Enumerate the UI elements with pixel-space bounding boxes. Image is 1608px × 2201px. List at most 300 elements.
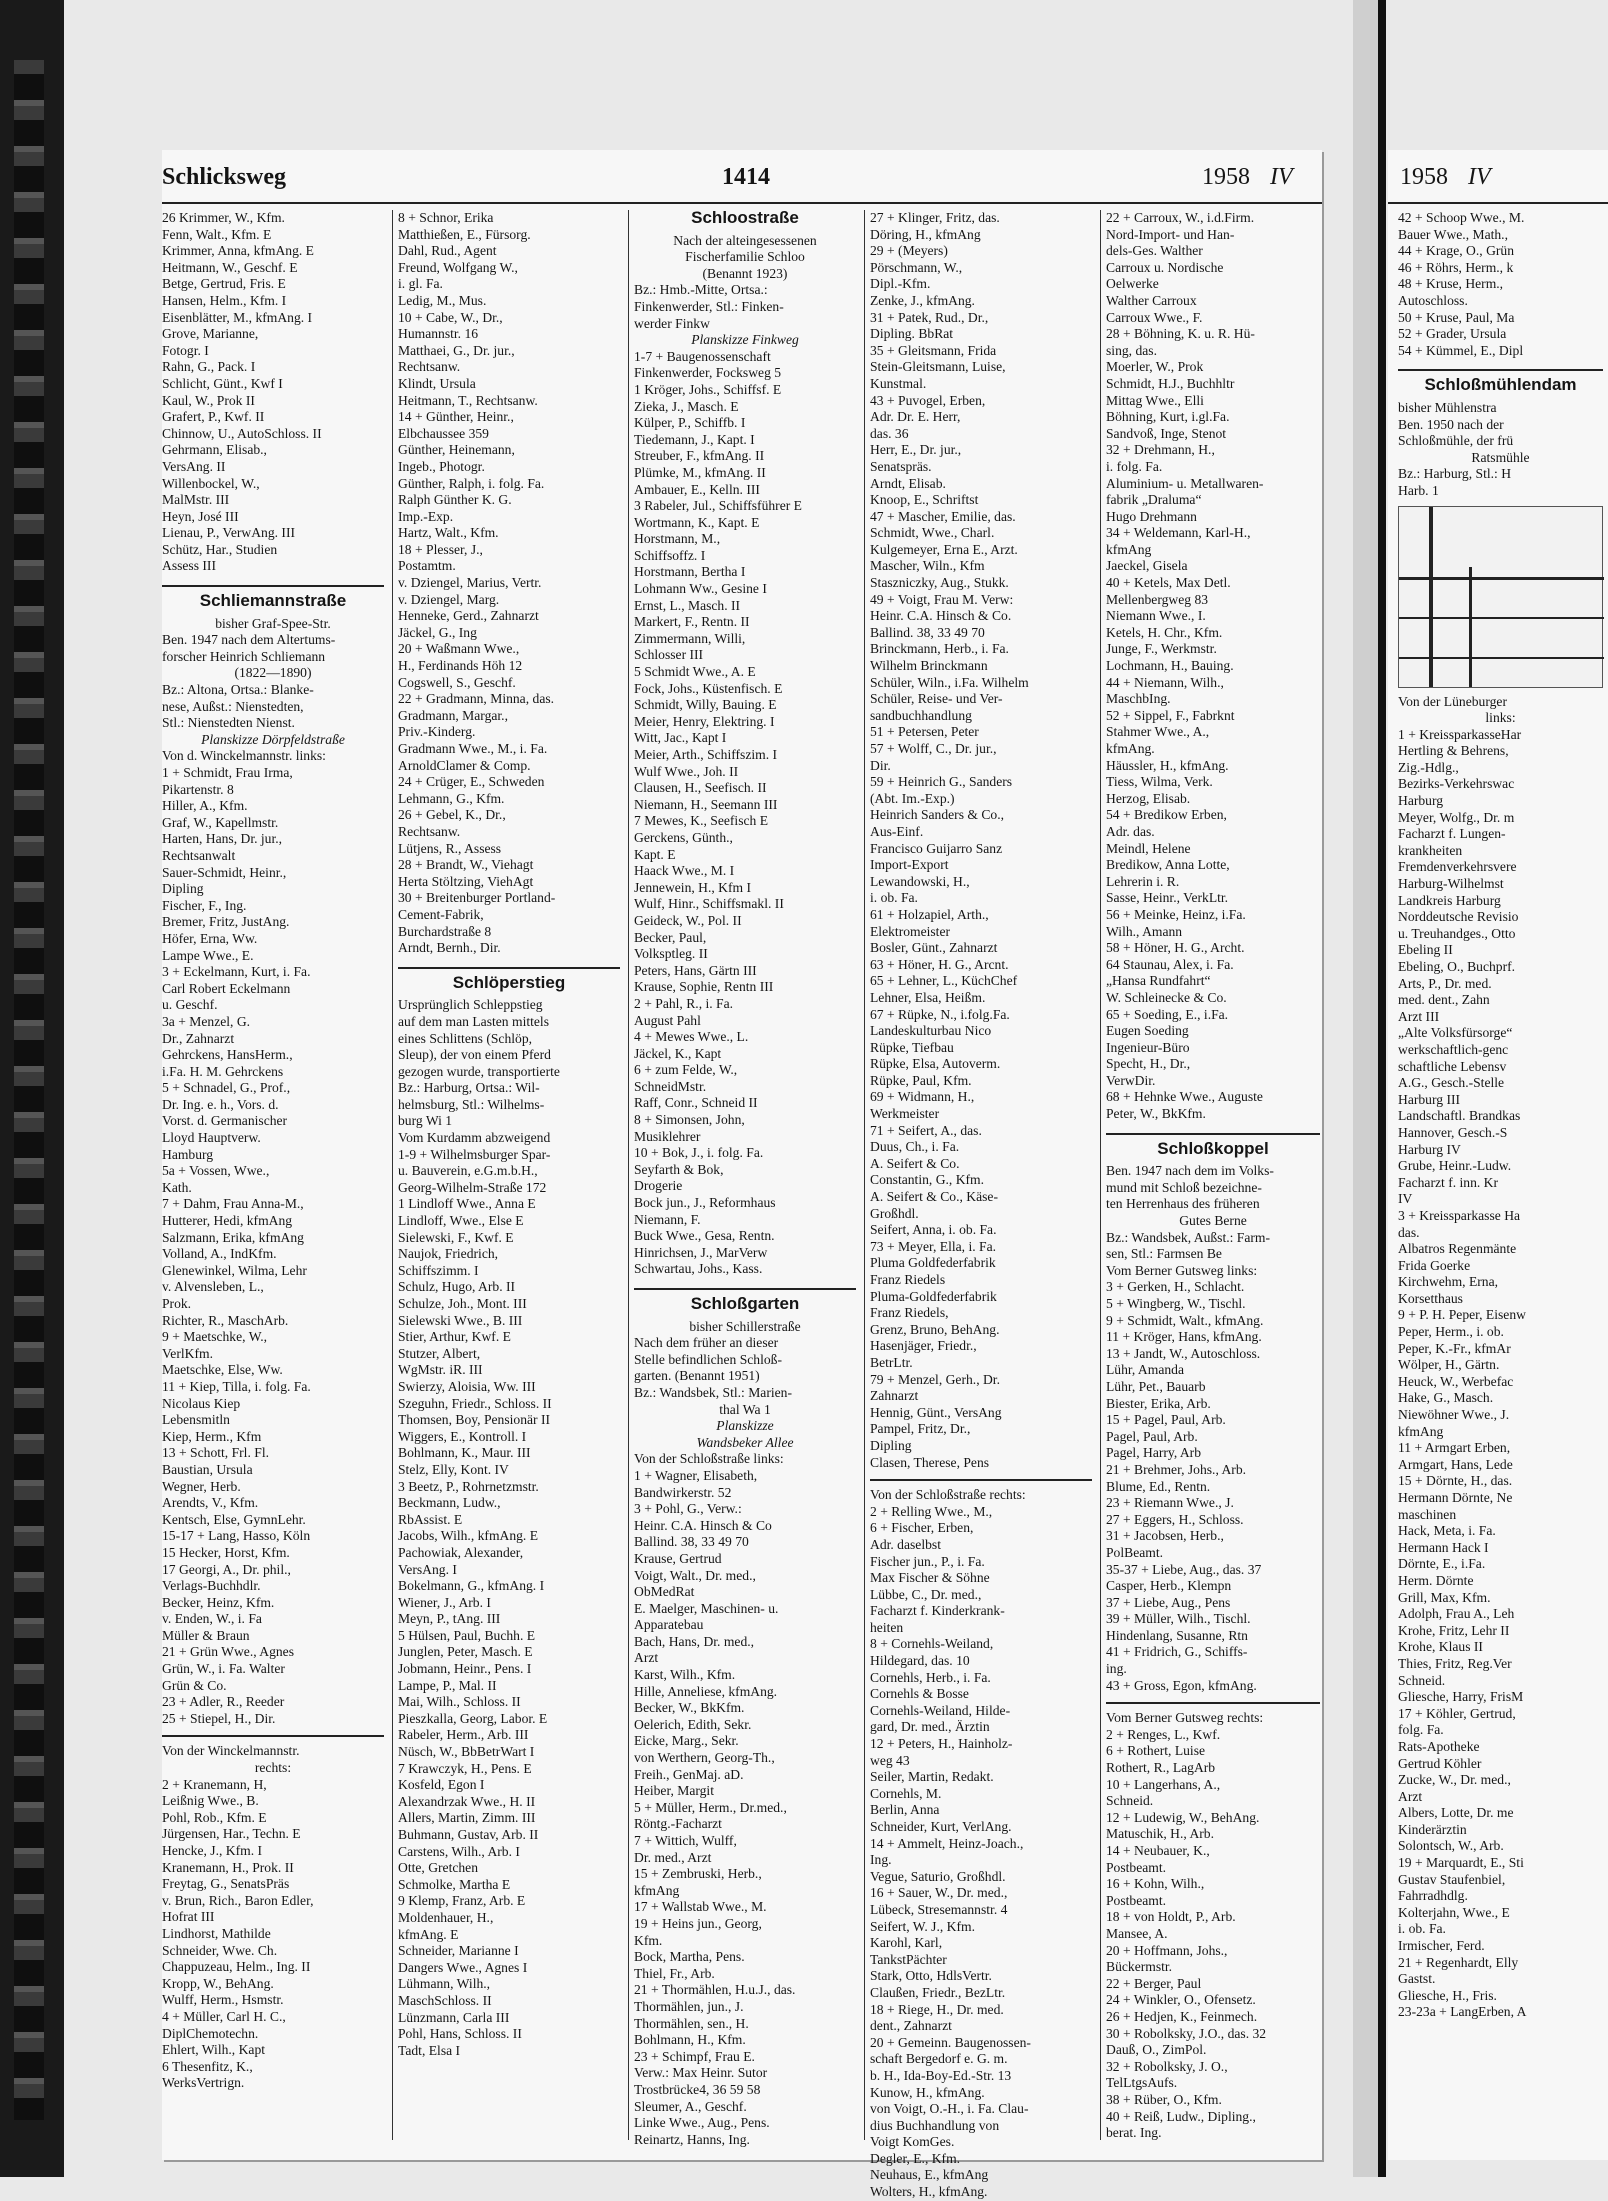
directory-entry: 68 + Hehnke Wwe., Auguste	[1106, 1089, 1263, 1105]
directory-entry: Jacobs, Wilh., kfmAng. E	[398, 1528, 539, 1544]
directory-entry: Niemann, H., Seemann III	[634, 796, 778, 812]
directory-entry: Horstmann, M.,	[634, 531, 721, 547]
directory-entry: rechts:	[254, 1760, 292, 1776]
directory-entry: Stier, Arthur, Kwf. E	[398, 1329, 511, 1345]
directory-entry: Seifert, Anna, i. ob. Fa.	[870, 1222, 997, 1238]
directory-entry: u. Geschf.	[162, 997, 218, 1013]
directory-entry: 3a + Menzel, G.	[162, 1013, 251, 1029]
directory-entry: Dr., Zahnarzt	[162, 1030, 235, 1046]
directory-entry: Graf, W., Kapellmstr.	[162, 814, 279, 830]
directory-entry: 15 + Zembruski, Herb.,	[634, 1866, 762, 1882]
directory-entry: Lloyd Hauptverw.	[162, 1130, 261, 1146]
directory-entry: i. ob. Fa.	[870, 890, 918, 906]
directory-entry: Raff, Conr., Schneid II	[634, 1095, 758, 1111]
directory-entry: Zimmermann, Willi,	[634, 630, 746, 646]
directory-entry: folg. Fa.	[1398, 1722, 1444, 1738]
directory-entry: Prok.	[162, 1296, 192, 1311]
directory-entry: Zahnarzt	[870, 1388, 919, 1404]
directory-entry: Pörschmann, W.,	[870, 259, 963, 275]
directory-entry: Schmidt, H.J., Buchhltr	[1106, 375, 1235, 391]
directory-entry: Von der Schloßstraße rechts:	[870, 1487, 1026, 1503]
directory-entry: Wulf Wwe., Joh. II	[634, 763, 739, 779]
directory-entry: Gliesche, H., Fris.	[1398, 1987, 1497, 2003]
directory-entry: Blume, Ed., Rentn.	[1106, 1478, 1211, 1494]
directory-entry: i. folg. Fa.	[1106, 458, 1163, 474]
directory-entry: 17 + Wallstab Wwe., M.	[634, 1899, 767, 1915]
directory-entry: 26 + Hedjen, K., Feinmech.	[1106, 2008, 1258, 2024]
directory-entry: 9 + Maetschke, W.,	[162, 1329, 268, 1345]
directory-entry: Thies, Fritz, Reg.Ver	[1398, 1655, 1512, 1671]
directory-entry: Wulf, Hinr., Schiffsmakl. II	[634, 896, 784, 912]
street-header: Schlicksweg	[162, 164, 287, 190]
directory-entry: 79 + Menzel, Gerh., Dr.	[870, 1371, 1000, 1387]
directory-entry: WgMstr. iR. III	[398, 1362, 483, 1378]
directory-entry: Alexandrzak Wwe., H. II	[398, 1793, 536, 1809]
directory-entry: 3 + Gerken, H., Schlacht.	[1106, 1279, 1245, 1295]
directory-entry: Voigt, Walt., Dr. med.,	[634, 1567, 756, 1583]
directory-entry: Freund, Wolfgang W.,	[398, 259, 518, 275]
directory-entry: Thormählen, jun., J.	[634, 1998, 744, 2014]
gutter-shadow	[1378, 0, 1386, 2177]
directory-entry: 1 + Schmidt, Frau Irma,	[162, 765, 293, 780]
directory-entry: links:	[1485, 710, 1516, 726]
directory-entry: Albatros Regenmänte	[1398, 1241, 1517, 1257]
directory-entry: Senatspräs.	[870, 458, 932, 474]
directory-entry: 46 + Röhrs, Herm., k	[1398, 259, 1514, 275]
directory-entry: Wortmann, K., Kapt. E	[634, 514, 760, 530]
directory-entry: Dr. Ing. e. h., Vors. d.	[162, 1096, 279, 1112]
directory-entry: Jürgensen, Har., Techn. E	[162, 1826, 301, 1842]
directory-entry: Kranemann, H., Prok. II	[162, 1859, 294, 1875]
directory-entry: Pohl, Hans, Schloss. II	[398, 2026, 522, 2042]
directory-entry: Bock jun., J., Reformhaus	[634, 1195, 776, 1211]
directory-entry: Lünzmann, Carla III	[398, 2009, 510, 2025]
directory-entry: MaschbIng.	[1106, 691, 1171, 707]
directory-entry: Frida Goerke	[1398, 1257, 1471, 1273]
directory-entry: 22 + Berger, Paul	[1106, 1975, 1202, 1991]
directory-entry: 16 + Kohn, Wilh.,	[1106, 1876, 1205, 1892]
directory-entry: VersAng. II	[162, 458, 226, 474]
directory-entry: Schmidt, Willy, Bauing. E	[634, 697, 777, 713]
directory-entry: Burchardstraße 8	[398, 923, 492, 939]
directory-entry: Seifert, W. J., Kfm.	[870, 1918, 975, 1934]
directory-entry: TankstPächter	[870, 1951, 947, 1967]
directory-entry: kfmAng. E	[398, 1926, 459, 1942]
directory-entry: 5 + Müller, Herm., Dr.med.,	[634, 1799, 787, 1815]
directory-entry: berat. Ing.	[1106, 2125, 1162, 2141]
directory-entry: Haack Wwe., M. I	[634, 863, 735, 879]
directory-entry: 59 + Heinrich G., Sanders	[870, 774, 1013, 790]
directory-entry: Pluma Goldfederfabrik	[870, 1255, 996, 1271]
directory-entry: 2 + Relling Wwe., M.,	[870, 1503, 993, 1519]
directory-entry: Aus-Einf.	[870, 823, 924, 839]
directory-entry: 47 + Mascher, Emilie, das.	[870, 508, 1016, 524]
directory-entry: maschinen	[1398, 1506, 1457, 1522]
directory-entry: Dipl.-Kfm.	[870, 276, 931, 292]
directory-entry: Fischer, F., Ing.	[162, 897, 247, 913]
directory-entry: Staszniczky, Aug., Stukk.	[870, 575, 1009, 591]
directory-entry: A. Seifert & Co.	[870, 1155, 960, 1171]
directory-entry: Rechtsanw.	[398, 823, 461, 839]
directory-entry: Ehlert, Wilh., Kapt	[162, 2042, 266, 2058]
directory-entry: 40 + Ketels, Max Detl.	[1106, 575, 1231, 591]
directory-entry: 26 Krimmer, W., Kfm.	[162, 210, 285, 225]
directory-entry: 18 + Riege, H., Dr. med.	[870, 2001, 1004, 2017]
directory-entry: i. ob. Fa.	[1398, 1921, 1446, 1937]
directory-entry: Schneider, Marianne I	[398, 1943, 519, 1959]
directory-entry: 7 + Dahm, Frau Anna-M.,	[162, 1196, 304, 1212]
directory-entry: Moerler, W., Prok	[1106, 359, 1204, 375]
directory-entry: Grafert, P., Kwf. II	[162, 409, 265, 425]
directory-entry: Pluma-Goldfederfabrik	[870, 1288, 997, 1304]
directory-entry: Schneid.	[1106, 1793, 1154, 1809]
directory-entry: Kaul, W., Prok II	[162, 392, 255, 408]
directory-entry: Jennewein, H., Kfm I	[634, 879, 752, 895]
directory-entry: Gerckens, Günth.,	[634, 829, 733, 845]
directory-entry: Kolterjahn, Wwe., E	[1398, 1904, 1510, 1920]
directory-entry: Nicolaus Kiep	[162, 1395, 241, 1411]
directory-entry: heiten	[870, 1619, 904, 1635]
directory-entry: Hannover, Gesch.-S	[1398, 1124, 1508, 1140]
directory-entry: Francisco Guijarro Sanz	[870, 840, 1003, 856]
directory-entry: Vom Kurdamm abzweigend	[398, 1130, 551, 1146]
directory-entry: Kinderärztin	[1398, 1821, 1467, 1837]
directory-entry: 11 + Kröger, Hans, kfmAng.	[1106, 1329, 1262, 1345]
directory-entry: Harten, Hans, Dr. jur.,	[162, 831, 283, 847]
directory-entry: Baustian, Ursula	[162, 1461, 253, 1477]
directory-entry: Dangers Wwe., Agnes I	[398, 1959, 528, 1975]
directory-entry: Lehmann, G., Kfm.	[398, 790, 505, 806]
directory-entry: Bauer Wwe., Math.,	[1398, 226, 1508, 242]
directory-entry: Kropp, W., BehAng.	[162, 1975, 274, 1991]
directory-entry: Pieszkalla, Georg, Labor. E	[398, 1710, 548, 1726]
directory-entry: Ballind. 38, 33 49 70	[634, 1534, 749, 1550]
directory-entry: Zig.-Hdlg.,	[1398, 759, 1459, 775]
directory-entry: Knoop, E., Schriftst	[870, 492, 979, 508]
directory-entry: Hake, G., Masch.	[1398, 1390, 1494, 1406]
directory-entry: Linke Wwe., Aug., Pens.	[634, 2115, 770, 2131]
directory-entry: 3 Rabeler, Jul., Schiffsführer E	[634, 498, 802, 514]
directory-entry: 23 + Schimpf, Frau E.	[634, 2048, 755, 2064]
directory-entry: Geideck, W., Pol. II	[634, 912, 742, 928]
directory-entry: Henneke, Gerd., Zahnarzt	[398, 608, 539, 624]
directory-page-left	[162, 150, 1322, 2200]
directory-entry: 8 + Simonsen, John,	[634, 1112, 745, 1128]
directory-entry: Lühr, Pet., Bauarb	[1106, 1378, 1206, 1394]
directory-entry: Lehrerin i. R.	[1106, 873, 1180, 889]
street-heading: Schloßkoppel	[1106, 1133, 1320, 1158]
directory-entry: krankheiten	[1398, 842, 1463, 858]
directory-entry: Dir.	[870, 757, 891, 773]
directory-entry: 35 + Gleitsmann, Frida	[870, 342, 997, 358]
directory-entry: Schmolke, Martha E	[398, 1876, 511, 1892]
directory-entry: Cogswell, S., Geschf.	[398, 674, 516, 690]
directory-entry: 28 + Brandt, W., Viehagt	[398, 857, 534, 873]
section-rule	[162, 1735, 384, 1737]
directory-entry: 20 + Waßmann Wwe.,	[398, 641, 520, 657]
directory-entry: „Hansa Rundfahrt“	[1106, 973, 1211, 989]
directory-entry: Specht, H., Dr.,	[1106, 1056, 1191, 1072]
directory-entry: Fischerfamilie Schloo	[685, 249, 805, 265]
directory-entry: Musiklehrer	[634, 1128, 701, 1144]
directory-entry: Bredikow, Anna Lotte,	[1106, 857, 1230, 873]
directory-entry: 2 + Kranemann, H,	[162, 1776, 267, 1792]
directory-entry: 5 Schmidt Wwe., A. E	[634, 664, 756, 680]
directory-entry: v. Alvensleben, L.,	[162, 1279, 264, 1295]
directory-entry: 42 + Schoop Wwe., M.	[1398, 210, 1525, 225]
directory-entry: Krimmer, Anna, kfmAng. E	[162, 243, 314, 259]
directory-entry: Meindl, Helene	[1106, 840, 1191, 856]
directory-entry: ten Herrenhaus des früheren	[1106, 1196, 1260, 1212]
directory-entry: Harburg IV	[1398, 1141, 1461, 1157]
directory-entry: Schlosser III	[634, 647, 704, 663]
directory-entry: Schiffsoffz. I	[634, 547, 706, 563]
directory-entry: Wulff, Herm., Hsmstr.	[162, 1992, 284, 2008]
column-5	[1106, 210, 1320, 2160]
directory-entry: Import-Export	[870, 857, 949, 873]
directory-entry: Hennig, Günt., VersAng	[870, 1404, 1002, 1420]
directory-entry: Arzt	[1398, 1788, 1423, 1804]
directory-entry: 5a + Vossen, Wwe.,	[162, 1163, 270, 1179]
directory-entry: Ernst, L., Masch. II	[634, 597, 741, 613]
directory-entry: med. dent., Zahn	[1398, 992, 1490, 1008]
directory-entry: Von der Winckelmannstr.	[162, 1743, 300, 1759]
directory-entry: Gradmann Wwe., M., i. Fa.	[398, 741, 548, 756]
directory-entry: Planskizze	[716, 1418, 774, 1434]
directory-entry: Bosler, Günt., Zahnarzt	[870, 940, 998, 956]
directory-entry: i. gl. Fa.	[398, 276, 443, 292]
directory-entry: Peper, Herm., i. ob.	[1398, 1324, 1504, 1340]
directory-entry: 21 + Brehmer, Johs., Arb.	[1106, 1461, 1247, 1477]
directory-entry: 1 Lindloff Wwe., Anna E	[398, 1196, 536, 1212]
directory-entry: u. Bauverein, e.G.m.b.H.,	[398, 1163, 538, 1179]
directory-entry: Wilhelm Brinckmann	[870, 658, 988, 674]
directory-entry: Streuber, F., kfmAng. II	[634, 448, 765, 464]
directory-entry: Hermann Dörnte, Ne	[1398, 1490, 1513, 1505]
directory-entry: Franz Riedels	[870, 1272, 946, 1287]
directory-entry: auf dem man Lasten mittels	[398, 1013, 549, 1029]
map-road	[1399, 657, 1604, 659]
street-heading: Schliemannstraße	[162, 585, 384, 610]
directory-entry: Hildegard, das. 10	[870, 1653, 970, 1669]
directory-entry: Zieka, J., Masch. E	[634, 398, 739, 414]
directory-entry: Kosfeld, Egon I	[398, 1777, 485, 1793]
directory-entry: Junglen, Peter, Masch. E	[398, 1644, 533, 1660]
directory-entry: E. Maelger, Maschinen- u.	[634, 1600, 779, 1616]
directory-entry: Kunstmal.	[870, 375, 927, 391]
directory-entry: Armgart, Hans, Lede	[1398, 1456, 1513, 1472]
directory-entry: Meyn, P., tAng. III	[398, 1611, 501, 1627]
directory-entry: nese, Außst.: Nienstedten,	[162, 698, 304, 714]
directory-entry: 48 + Kruse, Herm.,	[1398, 276, 1504, 292]
directory-entry: W. Schleinecke & Co.	[1106, 989, 1227, 1005]
directory-entry: Lehner, Elsa, Heißm.	[870, 989, 986, 1005]
directory-entry: Ingeb., Photogr.	[398, 458, 485, 474]
directory-entry: Naujok, Friedrich,	[398, 1246, 499, 1262]
directory-entry: 23 + Adler, R., Reeder	[162, 1694, 285, 1710]
directory-entry: 54 + Kümmel, E., Dipl	[1398, 342, 1524, 358]
directory-entry: Bock, Martha, Pens.	[634, 1949, 745, 1965]
directory-entry: Bohlmann, H., Kfm.	[634, 2032, 746, 2048]
directory-entry: 32 + Drehmann, H.,	[1106, 442, 1215, 458]
directory-entry: 52 + Sippel, F., Fabrknt	[1106, 707, 1235, 723]
directory-entry: Korsetthaus	[1398, 1290, 1463, 1306]
directory-entry: 73 + Meyer, Ella, i. Fa.	[870, 1238, 997, 1254]
directory-entry: Albers, Lotte, Dr. me	[1398, 1805, 1514, 1821]
directory-entry: Pachowiak, Alexander,	[398, 1544, 524, 1560]
directory-entry: 54 + Bredikow Erben,	[1106, 807, 1227, 823]
directory-entry: Peter, W., BkKfm.	[1106, 1106, 1206, 1122]
directory-entry: Markert, F., Rentn. II	[634, 614, 750, 630]
directory-entry: Hasenjäger, Friedr.,	[870, 1338, 977, 1354]
directory-entry: Ing.	[870, 1852, 892, 1868]
directory-entry: Arzt III	[1398, 1008, 1440, 1024]
directory-entry: u. Treuhandges., Otto	[1398, 925, 1516, 941]
directory-entry: Pampel, Fritz, Dr.,	[870, 1421, 971, 1437]
directory-entry: 37 + Liebe, Aug., Pens	[1106, 1594, 1231, 1610]
directory-entry: Tiedemann, J., Kapt. I	[634, 431, 755, 447]
directory-entry: Jaeckel, Gisela	[1106, 558, 1188, 574]
year-label: 1958	[1202, 164, 1250, 190]
directory-entry: SchneidMstr.	[634, 1078, 707, 1094]
directory-entry: Betge, Gertrud, Fris. E	[162, 276, 286, 292]
directory-entry: sandbuchhandlung	[870, 707, 972, 723]
directory-entry: 7 Mewes, K., Seefisch E	[634, 813, 769, 829]
directory-entry: Facharzt f. Kinderkrank-	[870, 1603, 1005, 1619]
directory-entry: Hofrat III	[162, 1909, 215, 1925]
directory-entry: Hindenlang, Susanne, Rtn	[1106, 1627, 1248, 1643]
binding-print	[14, 60, 44, 2120]
directory-entry: Schneider, Wwe. Ch.	[162, 1942, 278, 1958]
directory-entry: Niewöhner Wwe., J.	[1398, 1407, 1510, 1423]
directory-entry: (Abt. Im.-Exp.)	[870, 790, 955, 806]
directory-entry: Böhning, Kurt, i.gl.Fa.	[1106, 409, 1230, 425]
directory-entry: Bach, Hans, Dr. med.,	[634, 1633, 755, 1649]
directory-entry: Günther, Heinemann,	[398, 442, 515, 458]
directory-entry: Duus, Ch., i. Fa.	[870, 1139, 960, 1155]
street-heading: Schloßgarten	[634, 1288, 856, 1313]
directory-entry: Dipling	[870, 1437, 912, 1453]
directory-entry: Pagel, Harry, Arb	[1106, 1445, 1202, 1461]
directory-entry: 3 + Eckelmann, Kurt, i. Fa.	[162, 964, 311, 980]
directory-entry: Zucke, W., Dr. med.,	[1398, 1772, 1511, 1788]
directory-entry: Fock, Johs., Küstenfisch. E	[634, 680, 783, 696]
directory-entry: v. Brun, Rich., Baron Edler,	[162, 1892, 314, 1908]
directory-entry: Glenewinkel, Wilma, Lehr	[162, 1262, 307, 1278]
directory-entry: Nach der alteingesessenen	[673, 232, 817, 248]
directory-entry: Rahn, G., Pack. I	[162, 359, 256, 375]
directory-entry: Eisenblätter, M., kfmAng. I	[162, 309, 313, 325]
directory-entry: 22 + Gradmann, Minna, das.	[398, 691, 555, 707]
directory-entry: Bohlmann, K., Maur. III	[398, 1445, 531, 1461]
directory-entry: Grube, Heinr.-Ludw.	[1398, 1158, 1512, 1174]
directory-entry: Arndt, Elisab.	[870, 475, 946, 491]
directory-entry: b. H., Ida-Boy-Ed.-Str. 13	[870, 2067, 1012, 2083]
directory-entry: Kath.	[162, 1179, 192, 1195]
directory-entry: TelLtgsAufs.	[1106, 2075, 1178, 2091]
directory-entry: 50 + Kruse, Paul, Ma	[1398, 309, 1515, 325]
directory-entry: Neuhaus, E., kfmAng	[870, 2167, 989, 2183]
directory-entry: Lühmann, Wilh.,	[398, 1976, 491, 1992]
directory-entry: Matuschik, H., Arb.	[1106, 1826, 1214, 1842]
directory-entry: MalMstr. III	[162, 492, 230, 508]
directory-entry: Hansen, Helm., Kfm. I	[162, 292, 287, 308]
directory-entry: Carroux Wwe., F.	[1106, 309, 1203, 325]
directory-entry: 25 + Stiepel, H., Dir.	[162, 1710, 276, 1726]
directory-entry: 5 + Schnadel, G., Prof.,	[162, 1080, 291, 1096]
header-rule-right	[1388, 202, 1608, 204]
directory-entry: Finkenwerder, Focksweg 5	[634, 365, 782, 381]
directory-entry: „Alte Volksfürsorge“	[1398, 1025, 1513, 1041]
directory-entry: Hille, Anneliese, kfmAng.	[634, 1683, 778, 1699]
directory-entry: Verw.: Max Heinr. Sutor	[634, 2065, 768, 2081]
directory-entry: werder Finkw	[634, 315, 710, 331]
directory-entry: Werkmeister	[870, 1106, 940, 1122]
directory-entry: Drogerie	[634, 1178, 683, 1194]
directory-entry: schaftliche Lebensv	[1398, 1058, 1507, 1074]
directory-entry: Harburg III	[1398, 1091, 1461, 1107]
directory-entry: Lübbe, C., Dr. med.,	[870, 1586, 982, 1602]
directory-entry: Karohl, Karl,	[870, 1935, 943, 1951]
header-rule	[162, 202, 1322, 204]
directory-entry: kfmAng.	[1106, 741, 1155, 756]
directory-entry: Heyn, José III	[162, 508, 239, 524]
directory-entry: Nach dem früher an dieser	[634, 1335, 779, 1351]
page-number: 1414	[722, 164, 770, 190]
directory-entry: Cement-Fabrik,	[398, 906, 484, 922]
directory-entry: Klindt, Ursula	[398, 375, 476, 391]
directory-entry: 2 + Pahl, R., i. Fa.	[634, 995, 734, 1011]
directory-entry: Großhdl.	[870, 1205, 919, 1221]
directory-entry: forscher Heinrich Schliemann	[162, 648, 326, 664]
directory-entry: Kiep, Herm., Kfm	[162, 1428, 262, 1444]
directory-entry: 19 + Marquardt, E., Sti	[1398, 1855, 1524, 1871]
directory-entry: Finkenwerder, Stl.: Finken-	[634, 298, 784, 314]
directory-entry: Mascher, Wiln., Kfm	[870, 558, 985, 574]
column-2	[398, 210, 620, 2160]
directory-entry: Degler, E., Kfm.	[870, 2150, 961, 2166]
directory-entry: Schwartau, Johs., Kass.	[634, 1261, 763, 1277]
directory-entry: thal Wa 1	[719, 1401, 771, 1417]
column-6	[1398, 210, 1603, 2160]
directory-entry: Vom Berner Gutsweg links:	[1106, 1262, 1258, 1278]
directory-entry: Bz.: Wandsbek, Stl.: Marien-	[634, 1384, 792, 1400]
directory-entry: Elektromeister	[870, 923, 951, 939]
directory-entry: 3 Beetz, P., Rohrnetzmstr.	[398, 1478, 539, 1494]
directory-entry: Stelz, Elly, Kont. IV	[398, 1461, 509, 1477]
directory-entry: 15 + Pagel, Paul, Arb.	[1106, 1412, 1226, 1428]
directory-entry: 7 + Wittich, Wulff,	[634, 1833, 737, 1848]
directory-entry: 12 + Peters, H., Hainholz-	[870, 1736, 1013, 1752]
directory-entry: Gutes Berne	[1179, 1213, 1247, 1229]
directory-entry: Freih., GenMaj. aD.	[634, 1766, 744, 1782]
directory-entry: Matthießen, E., Fürsorg.	[398, 226, 531, 242]
directory-entry: 10 + Bok, J., i. folg. Fa.	[634, 1145, 764, 1161]
directory-entry: DiplChemotechn.	[162, 2025, 259, 2041]
directory-entry: (Benannt 1923)	[702, 265, 788, 281]
directory-entry: Moldenhauer, H.,	[398, 1909, 494, 1925]
directory-entry: Mellenbergweg 83	[1106, 591, 1209, 607]
directory-entry: Matthaei, G., Dr. jur.,	[398, 342, 515, 358]
directory-entry: Schmidt, Wwe., Charl.	[870, 525, 995, 541]
directory-entry: Rechtsanwalt	[162, 847, 236, 863]
directory-entry: Imp.-Exp.	[398, 508, 454, 524]
directory-entry: Niemann, F.	[634, 1211, 701, 1227]
directory-entry: Ben. 1947 nach dem Altertums-	[162, 632, 336, 648]
directory-entry: 57 + Wolff, C., Dr. jur.,	[870, 741, 997, 756]
directory-entry: Seyfarth & Bok,	[634, 1161, 724, 1177]
directory-entry: Sielewski, F., Kwf. E	[398, 1229, 514, 1245]
